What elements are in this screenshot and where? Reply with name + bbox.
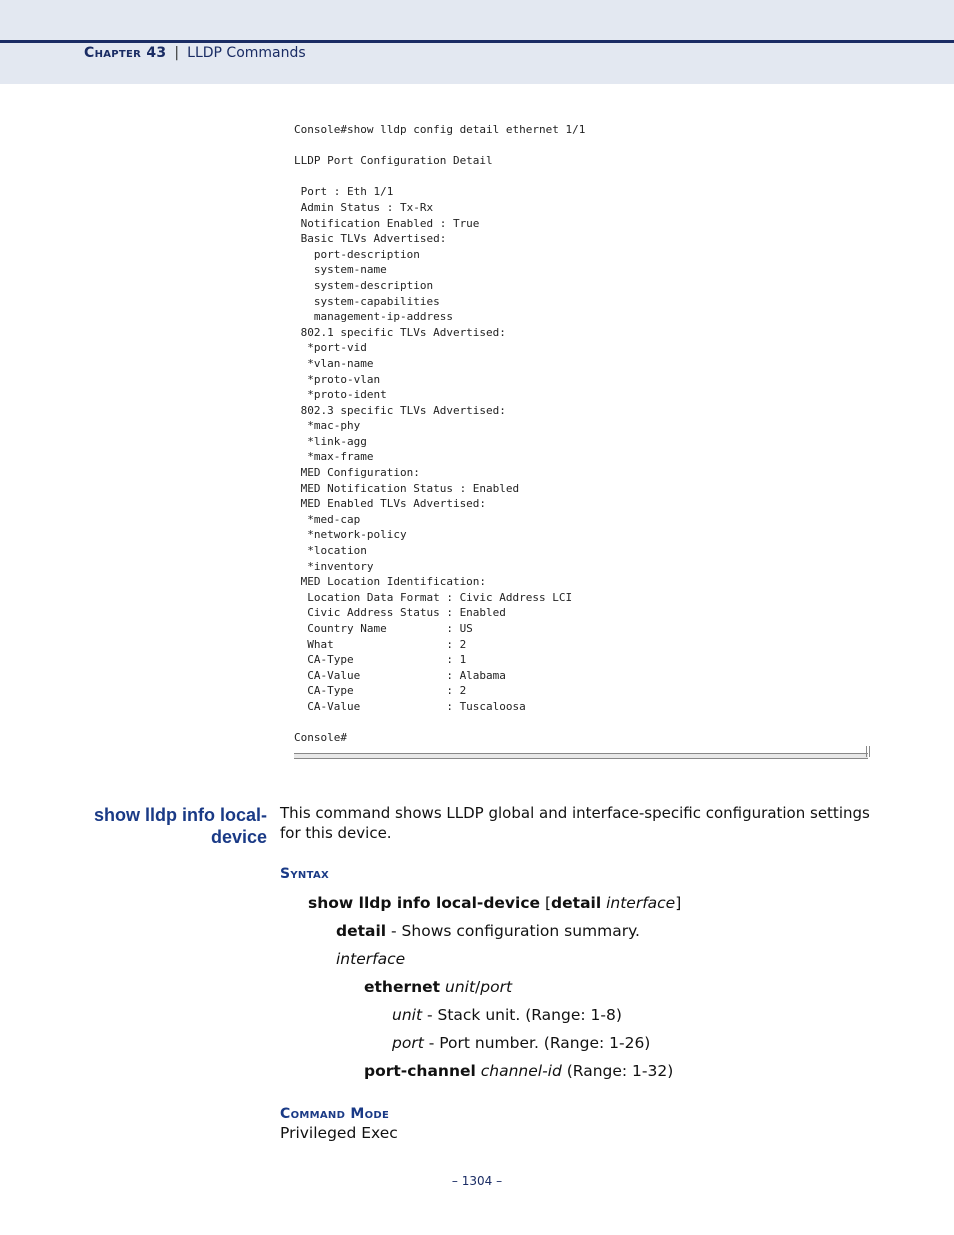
page-number: – 1304 – [451,1174,503,1188]
ethernet-keyword: ethernet [364,978,441,996]
command-heading [60,804,267,848]
console-example: Console#show lldp config detail ethernet 1/1 LLDP Port Configuration Detail Port : Eth 1/1 Admin Status : Tx-Rx Notification Enabled : True Basic TLVs Advertised: port-description system-name system-description system-capabilities management-ip-address 802.1 specific TLVs Advertised: *port-vid *vlan-name *proto-vlan *proto-ident 802.3 specific TLVs Advertised: *mac-phy *link-agg *max-frame MED Configuration: MED Notification Status : Enabled MED Enabled TLVs Advertised: *med-cap *network-policy *location *inventory MED Location Identification: Location Data Format : Civic Address LCI Civic Address Status : Enabled Country Name : US What : 2 CA-Type : 1 CA-Value : Alabama CA-Type : 2 CA-Value : Tuscaloosa Console# [294,123,586,745]
syntax-close-bracket: ] [675,894,682,912]
unit-param [392,1006,622,1024]
detail-param-keyword: detail [336,922,387,940]
port-channel-range: (Range: 1-32) [561,1062,674,1080]
port-label: port [392,1034,424,1052]
header-rule [0,40,954,43]
command-mode-title: Command Mode [280,1106,390,1122]
detail-param [336,922,640,940]
chapter-title: LLDP Commands [187,45,306,61]
header-separator: | [174,45,180,61]
syntax-title: Syntax [280,866,329,882]
syntax-interface-arg: interface [601,894,676,912]
port-channel-arg: channel-id [475,1062,562,1080]
command-heading-line1: show lldp info local- [94,805,267,825]
command-heading-line2: device [210,827,267,847]
port-param [392,1034,650,1052]
syntax-line [308,894,681,912]
port-desc: - Port number. (Range: 1-26) [423,1034,651,1052]
code-block-rule [294,753,868,759]
ethernet-slash: / [475,978,481,996]
unit-desc: - Stack unit. (Range: 1-8) [422,1006,622,1024]
command-description: This command shows LLDP global and interface-specific configuration settings for this device. [280,804,870,842]
detail-param-desc: - Shows configuration summary. [386,922,640,940]
unit-label: unit [392,1006,423,1024]
interface-param: interface [336,950,406,968]
code-block-rule-end [866,746,870,757]
syntax-open-bracket: [ [540,894,552,912]
syntax-detail-keyword: detail [551,894,602,912]
ethernet-unit: unit [440,978,476,996]
port-channel-param [364,1062,673,1080]
running-header [84,45,306,61]
command-mode-value: Privileged Exec [280,1124,398,1142]
port-channel-keyword: port-channel [364,1062,476,1080]
syntax-command: show lldp info local-device [308,894,541,912]
chapter-label: Chapter 43 [84,45,167,61]
ethernet-port: port [480,978,513,996]
ethernet-param [364,978,512,996]
